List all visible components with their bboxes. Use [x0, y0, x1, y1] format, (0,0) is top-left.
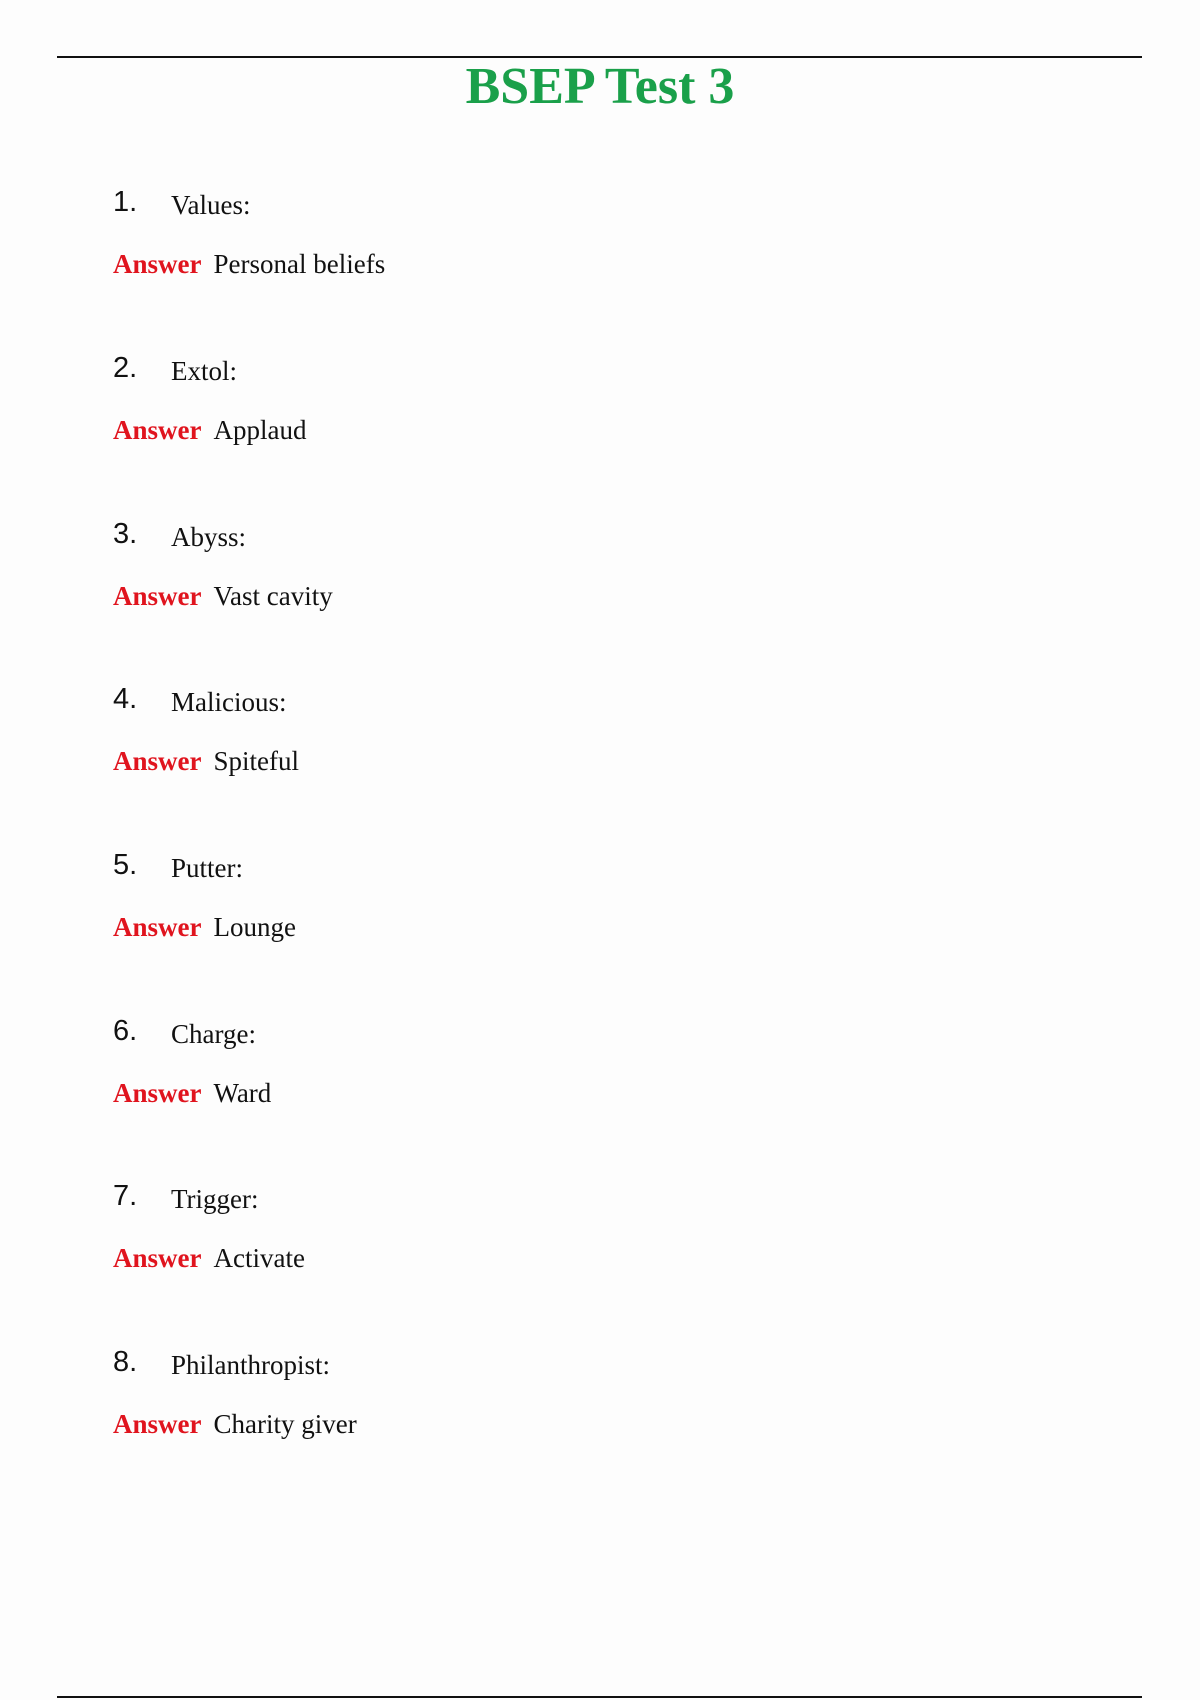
answer-label: Answer: [113, 581, 202, 611]
question-number: 5.: [113, 849, 138, 881]
answer-label: Answer: [113, 415, 202, 445]
question-item-6: [113, 1011, 1013, 1113]
question-number: 2.: [113, 352, 138, 384]
answer-text: Activate: [213, 1243, 305, 1273]
question-term: Trigger:: [171, 1184, 259, 1214]
footer-rule: [57, 1696, 1142, 1698]
answer-text: Spiteful: [213, 746, 299, 776]
question-number: 8.: [113, 1346, 138, 1378]
answer-text: Personal beliefs: [213, 249, 386, 279]
answer-text: Vast cavity: [213, 581, 333, 611]
answer-text: Ward: [213, 1078, 272, 1108]
question-term: Values:: [171, 190, 251, 220]
question-term: Putter:: [171, 853, 243, 883]
question-term: Extol:: [171, 356, 237, 386]
answer-label: Answer: [113, 912, 202, 942]
answer-row: [113, 410, 1013, 450]
question-term: Malicious:: [171, 687, 287, 717]
answer-row: [113, 1404, 1013, 1444]
answer-row: [113, 741, 1013, 781]
question-number: 4.: [113, 683, 138, 715]
answer-text: Lounge: [213, 912, 296, 942]
answer-text: Applaud: [213, 415, 307, 445]
question-term: Abyss:: [171, 522, 247, 552]
answer-row: [113, 576, 1013, 616]
question-item-2: [113, 348, 1013, 450]
question-number: 3.: [113, 518, 138, 550]
question-item-3: [113, 514, 1013, 616]
question-number: 7.: [113, 1180, 138, 1212]
answer-label: Answer: [113, 1409, 202, 1439]
question-item-1: [113, 182, 1013, 284]
question-item-7: [113, 1176, 1013, 1278]
answer-label: Answer: [113, 249, 202, 279]
answer-row: [113, 244, 1013, 284]
question-item-8: [113, 1342, 1013, 1444]
answer-row: [113, 907, 1013, 947]
answer-row: [113, 1238, 1013, 1278]
answer-label: Answer: [113, 746, 202, 776]
question-term: Philanthropist:: [171, 1350, 331, 1380]
answer-label: Answer: [113, 1078, 202, 1108]
question-number: 6.: [113, 1015, 138, 1047]
answer-label: Answer: [113, 1243, 202, 1273]
answer-row: [113, 1073, 1013, 1113]
page-title: BSEP Test 3: [465, 58, 735, 115]
answer-text: Charity giver: [213, 1409, 357, 1439]
question-item-4: [113, 679, 1013, 781]
question-number: 1.: [113, 186, 138, 218]
question-term: Charge:: [171, 1019, 256, 1049]
question-item-5: [113, 845, 1013, 947]
